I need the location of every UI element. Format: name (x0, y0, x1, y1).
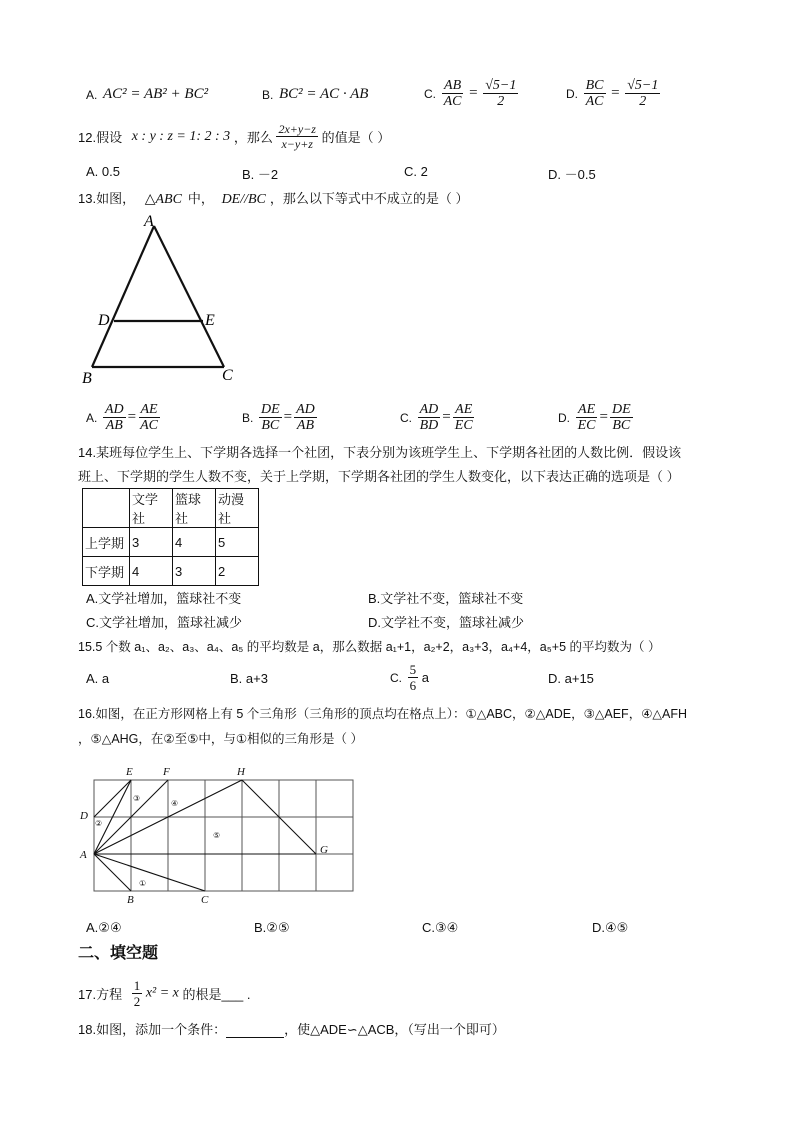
q11-option-b: B. BC² = AC · AB (262, 86, 369, 102)
q14-option-c: C.文学社增加，篮球社减少 (86, 615, 243, 630)
label-B: B (82, 370, 92, 387)
q17-stem: 17.方程 $\frac{1}{2}$ x² = x 的根是___ . (78, 978, 251, 1009)
label-E: E (126, 766, 133, 778)
q14-stem-line1: 14.某班每位学生上、下学期各选择一个社团，下表分别为该班学生上、下学期各社团的人数比例．假设该 (78, 445, 682, 460)
table-cell: 5 (216, 528, 259, 557)
table-row (83, 557, 259, 586)
table-cell: 下学期 (83, 557, 130, 586)
q14-option-b: B.文学社不变，篮球社不变 (368, 591, 524, 606)
q16-stem-line1: 16.如图，在正方形网格上有 5 个三角形（三角形的顶点均在格点上）：①△ABC，②△ADE，③△AEF，④△AFH (78, 707, 688, 721)
q13-stem: 13.如图， △ABC 中， DE//BC ，那么以下等式中不成立的是（ ） (78, 191, 469, 207)
q12-option-d: D. －0.5 (548, 167, 596, 182)
q13-option-b: B. $\frac{DE}{BC}$ = $\frac{AD}{AB}$ (242, 402, 315, 433)
q16-stem-line2: ，⑤△AHG，在②至⑤中，与①相似的三角形是（ ） (78, 732, 363, 746)
label-H: H (237, 766, 245, 778)
table-header-cell: 动漫社 (216, 489, 259, 528)
region-mark-5: ⑤ (213, 831, 221, 840)
q14-table (82, 488, 259, 586)
q16-option-d: D.④⑤ (592, 920, 629, 935)
label-B: B (127, 894, 134, 906)
section-title: 二、填空题 (78, 945, 159, 962)
table-cell: 4 (173, 528, 216, 557)
q16-option-a: A.②④ (86, 920, 122, 935)
label-C: C (222, 367, 233, 384)
q13-option-a: A. $\frac{AD}{AB}$ = $\frac{AE}{AC}$ (86, 402, 158, 433)
label-D: D (80, 810, 88, 822)
q18-stem: 18.如图，添加一个条件： ，使△ADE∽△ACB，（写出一个即可） (78, 1022, 505, 1037)
q14-option-d: D.文学社不变，篮球社减少 (368, 615, 525, 630)
table-header-cell: 文学社 (130, 489, 173, 528)
table-row (83, 528, 259, 557)
table-cell: 3 (173, 557, 216, 586)
table-header-cell: 篮球社 (173, 489, 216, 528)
label-F: F (163, 766, 170, 778)
q11-option-c: C. $\frac{AB}{AC}$ = $\frac{√5-1}{2}$ (424, 78, 517, 109)
table-cell: 上学期 (83, 528, 130, 557)
answer-blank[interactable] (226, 1022, 284, 1038)
q12-option-c: C. 2 (404, 164, 428, 179)
q12-option-a: A. 0.5 (86, 164, 120, 179)
region-mark-2: ② (95, 819, 103, 828)
table-header-row (83, 489, 259, 528)
region-mark-3: ③ (133, 794, 141, 803)
q15-option-d: D. a+15 (548, 671, 594, 686)
q12-option-b: B. －2 (242, 167, 279, 182)
label-G: G (320, 844, 328, 856)
label-A: A (80, 849, 87, 861)
q11-option-d: D. $\frac{BC}{AC}$ = $\frac{√5-1}{2}$ (566, 78, 659, 109)
q12-stem: 12.假设 x : y : z = 1: 2 : 3 ，那么 $\frac{2x+y-z}{x-y+z}$ 的值是（ ） (78, 122, 391, 151)
q14-option-a: A.文学社增加，篮球社不变 (86, 591, 242, 606)
q13-option-d: D. $\frac{AE}{EC}$ = $\frac{DE}{BC}$ (558, 402, 631, 433)
table-cell: 3 (130, 528, 173, 557)
label-C: C (201, 894, 209, 906)
q16-option-b: B.②⑤ (254, 920, 290, 935)
q14-stem-line2: 班上、下学期的学生人数不变，关于上学期，下学期各社团的学生人数变化，以下表达正确的选项是（ ） (78, 469, 680, 484)
table-cell: 2 (216, 557, 259, 586)
label-E: E (205, 312, 215, 329)
q16-option-c: C.③④ (422, 920, 459, 935)
table-cell: 4 (130, 557, 173, 586)
q13-option-c: C. $\frac{AD}{BD}$ = $\frac{AE}{EC}$ (400, 402, 473, 433)
q15-option-b: B. a+3 (230, 671, 268, 686)
q16-grid-figure (74, 762, 364, 907)
label-A: A (144, 213, 154, 230)
q15-stem: 15.5 个数 a₁、a₂、a₃、a₄、a₅ 的平均数是 a，那么数据 a₁+1，a₂+2，a₃+3，a₄+4，a₅+5 的平均数为（ ） (78, 640, 661, 654)
q11-option-a: A. AC² = AB² + BC² (86, 86, 209, 102)
region-mark-1: ① (139, 879, 147, 888)
q15-option-a: A. a (86, 671, 110, 686)
region-mark-4: ④ (171, 799, 179, 808)
q15-option-c: C. $\frac{5}{6}$ a (390, 662, 429, 693)
table-cell (83, 489, 130, 528)
q13-triangle-figure (78, 210, 248, 390)
label-D: D (98, 312, 110, 329)
